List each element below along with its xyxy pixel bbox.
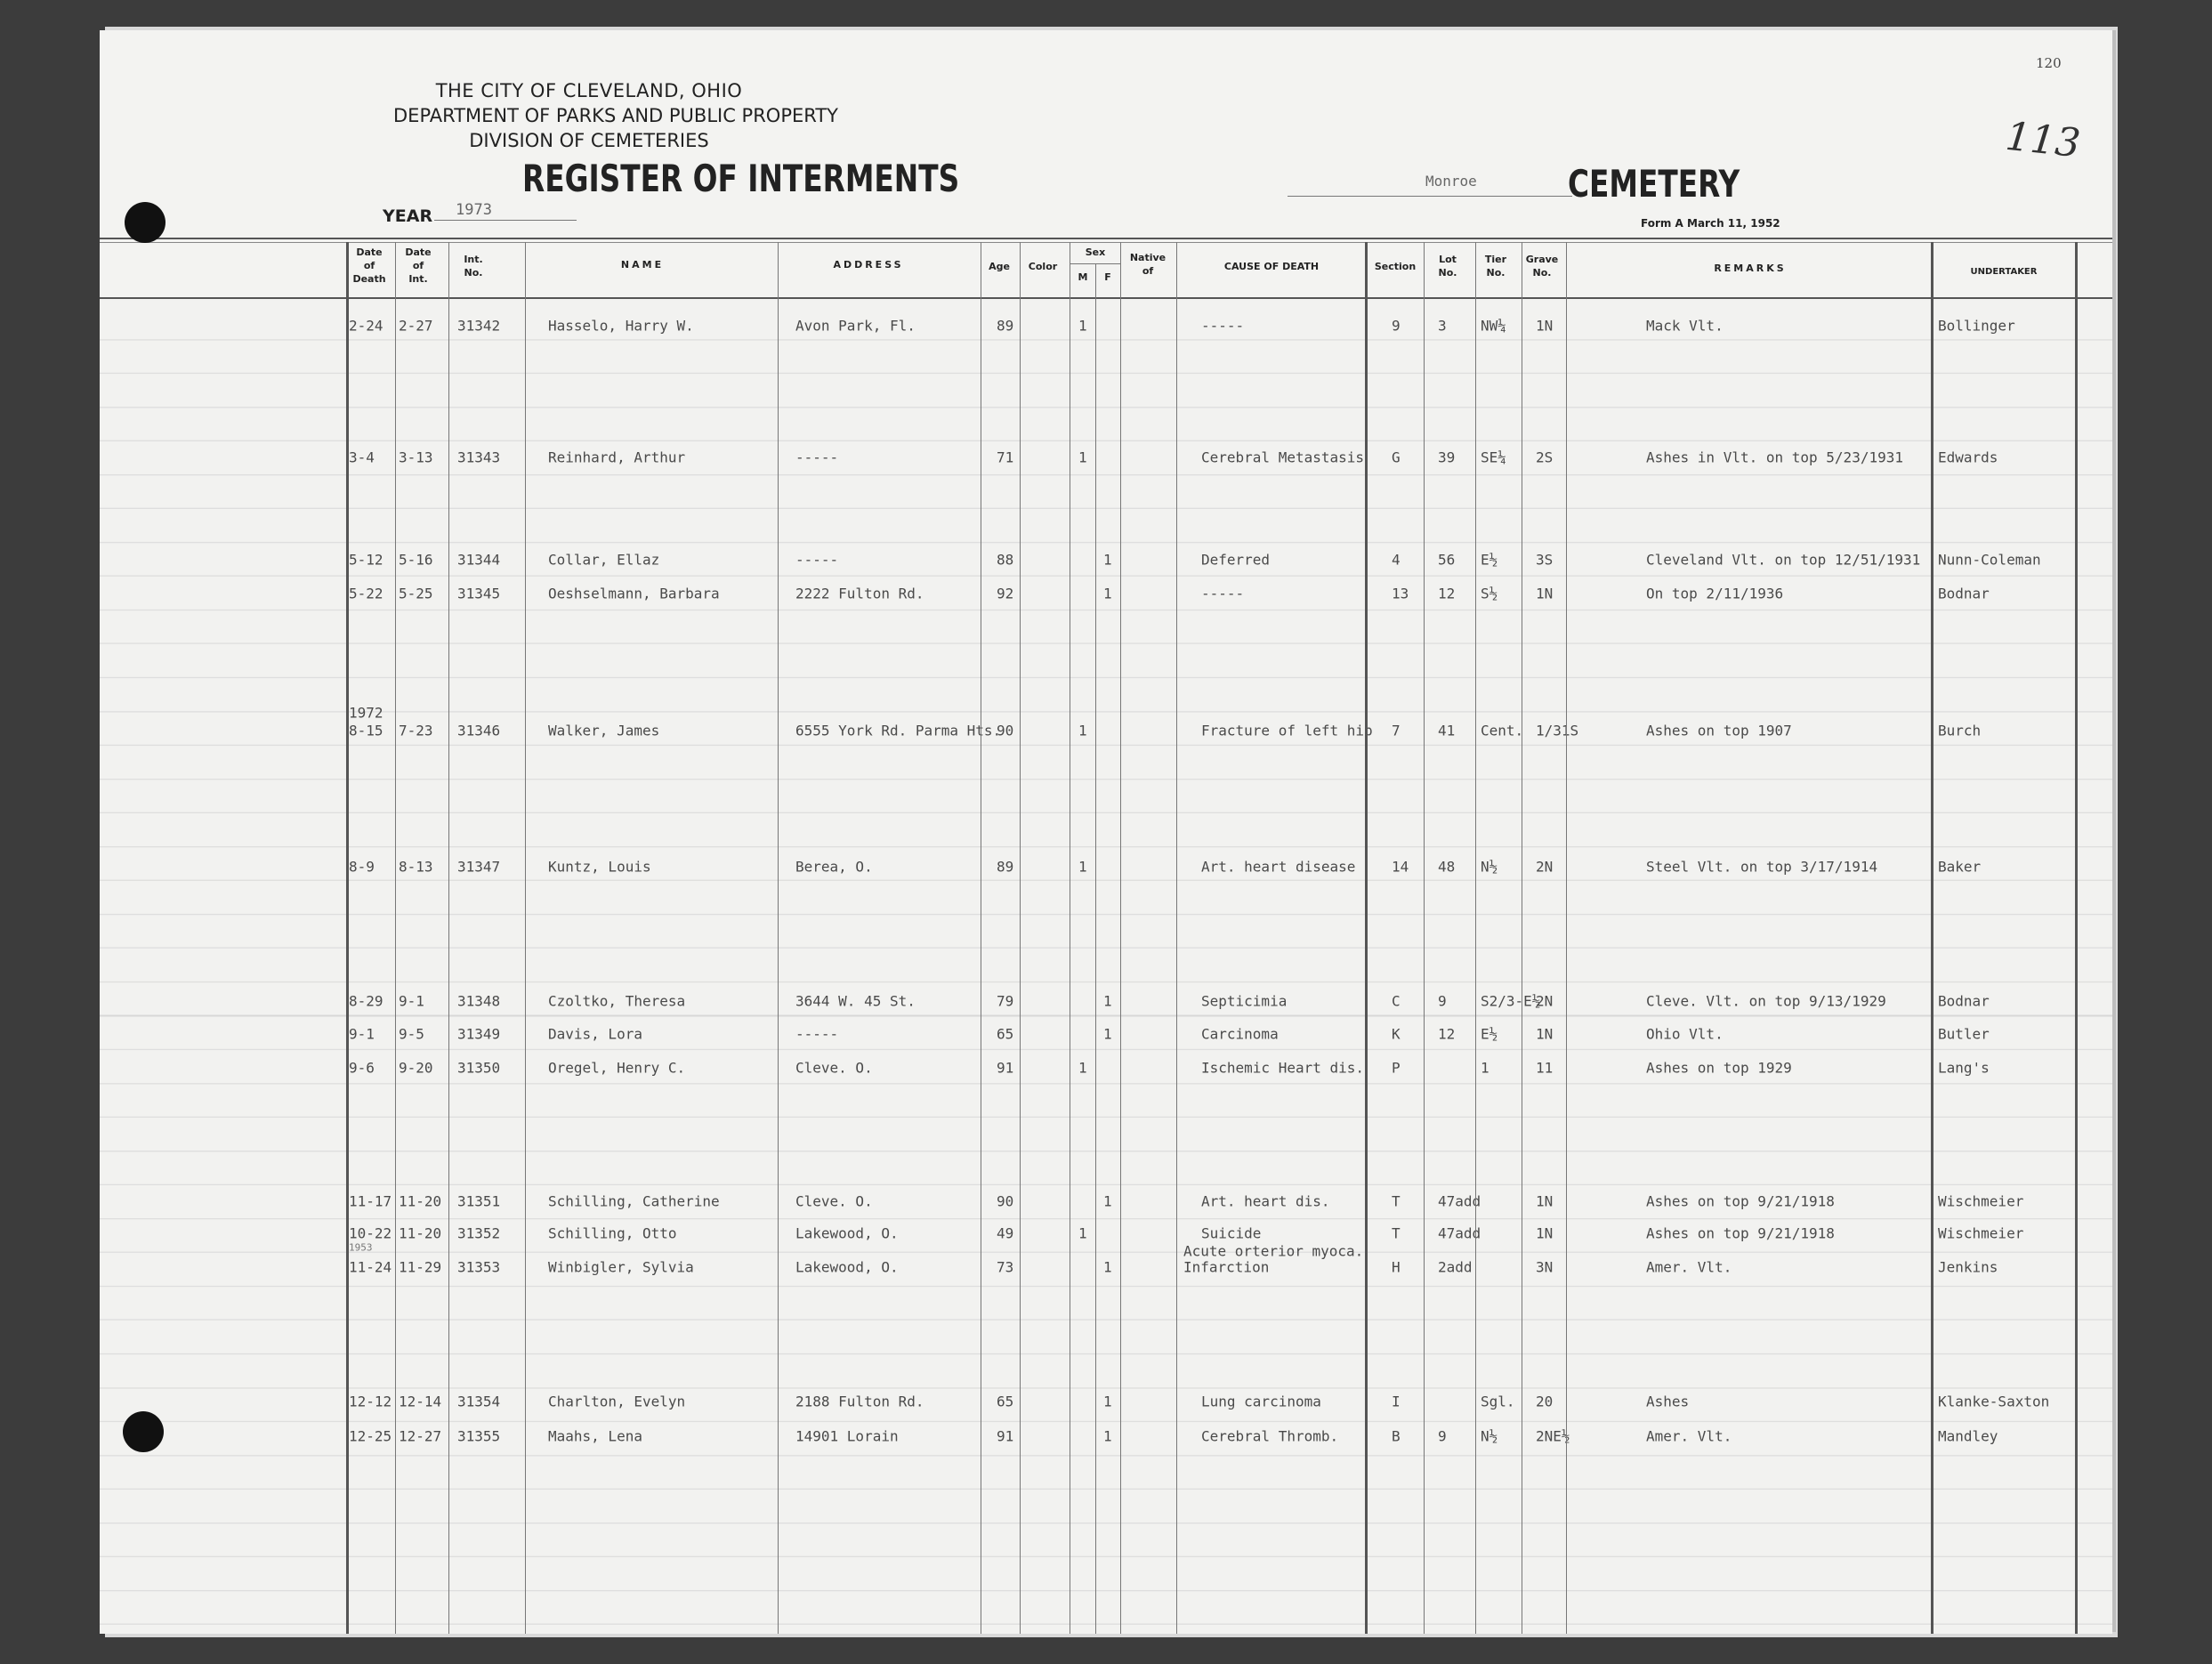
cell-und: Wischmeier (1938, 1224, 2024, 1242)
table-top-rule (100, 238, 2112, 239)
cell-und: Mandley (1938, 1427, 1998, 1445)
cell-addr: 3644 W. 45 St. (795, 992, 916, 1010)
cell-lot: 12 (1438, 585, 1456, 602)
cell-doi: 11-20 (399, 1192, 442, 1210)
cell-addr: ----- (795, 551, 839, 569)
cell-cause: Ischemic Heart dis. (1201, 1059, 1365, 1077)
cell-lot: 2add (1438, 1258, 1473, 1276)
cell-und: Butler (1938, 1025, 1990, 1043)
cell-dod: 9-6 (349, 1059, 375, 1077)
cell-f: 1 (1103, 1427, 1112, 1445)
table-header-rule (100, 297, 2112, 299)
col-int-no: Int. No. (464, 254, 483, 279)
division-heading: DIVISION OF CEMETERIES (469, 130, 709, 151)
cell-doi: 12-14 (399, 1393, 442, 1410)
cell-grave: 1N (1536, 317, 1554, 335)
cell-no: 31347 (457, 858, 501, 876)
cell-sec: T (1392, 1192, 1401, 1210)
cell-m: 1 (1078, 722, 1087, 739)
column-rule (1020, 242, 1021, 1634)
column-rule (778, 242, 779, 1634)
cell-dod: 2-24 (349, 317, 383, 335)
cell-und: Lang's (1938, 1059, 1990, 1077)
cell-rem: Amer. Vlt. (1646, 1258, 1732, 1276)
column-rule (1176, 242, 1177, 1634)
city-heading: THE CITY OF CLEVELAND, OHIO (435, 80, 743, 101)
cell-age: 71 (997, 448, 1014, 466)
cell-grave: 1N (1536, 585, 1554, 602)
cell-und: Bodnar (1938, 992, 1990, 1010)
cell-no: 31344 (457, 551, 501, 569)
column-rule (1365, 242, 1368, 1634)
cell-f: 1 (1103, 585, 1112, 602)
cell-name: Charlton, Evelyn (548, 1393, 686, 1410)
cell-lot: 56 (1438, 551, 1456, 569)
cell-dod: 8-15 (349, 722, 383, 739)
cell-age: 91 (997, 1427, 1014, 1445)
cell-tier: E½ (1481, 1025, 1498, 1043)
cell-dod: 10-22 (349, 1224, 392, 1242)
cell-grave: 20 (1536, 1393, 1554, 1410)
col-section: Section (1374, 261, 1417, 272)
cell-no: 31348 (457, 992, 501, 1010)
binder-hole-bottom (123, 1411, 164, 1452)
cell-no: 31342 (457, 317, 501, 335)
cell-addr: 14901 Lorain (795, 1427, 899, 1445)
column-rule (346, 242, 349, 1634)
col-native-of: Native of (1129, 252, 1167, 277)
cell-addr: ----- (795, 448, 839, 466)
cell-age: 90 (997, 1192, 1014, 1210)
cell-f: 1 (1103, 1258, 1112, 1276)
col-sex: Sex (1085, 246, 1106, 258)
cell-m: 1 (1078, 448, 1087, 466)
cell-addr: 2222 Fulton Rd. (795, 585, 924, 602)
cell-doi: 5-16 (399, 551, 433, 569)
cell-no: 31345 (457, 585, 501, 602)
column-rule (2075, 242, 2078, 1634)
cell-age: 92 (997, 585, 1014, 602)
cell-name: Oregel, Henry C. (548, 1059, 686, 1077)
col-address: ADDRESS (833, 259, 904, 271)
cell-name: Kuntz, Louis (548, 858, 651, 876)
col-lot-no: Lot No. (1438, 254, 1457, 279)
cell-m: 1 (1078, 858, 1087, 876)
cell-name: Hasselo, Harry W. (548, 317, 694, 335)
col-remarks: REMARKS (1714, 263, 1787, 274)
cell-tier: NW¼ (1481, 317, 1506, 335)
sex-column-rule (1095, 263, 1096, 1634)
handwritten-number: 113 (2003, 113, 2083, 167)
cell-grave: 2NE½ (1536, 1427, 1570, 1445)
cell-cause: Suicide (1201, 1224, 1262, 1242)
cell-sec: B (1392, 1427, 1401, 1445)
register-sheet (100, 30, 2112, 1634)
cell-grave: 1N (1536, 1192, 1554, 1210)
cell-name: Walker, James (548, 722, 660, 739)
cell-f: 1 (1103, 551, 1112, 569)
column-rule (525, 242, 526, 1634)
cell-addr: Cleve. O. (795, 1059, 873, 1077)
cell-und: Klanke-Saxton (1938, 1393, 2050, 1410)
cell-no: 31355 (457, 1427, 501, 1445)
cell-addr: Avon Park, Fl. (795, 317, 916, 335)
cell-sec: 13 (1392, 585, 1409, 602)
column-rule (1424, 242, 1425, 1634)
cell-name: Schilling, Catherine (548, 1192, 720, 1210)
cell-no: 31349 (457, 1025, 501, 1043)
column-rule (395, 242, 396, 1634)
cell-cause-line-1: Acute orterior myoca. (1183, 1242, 1364, 1260)
cell-age: 89 (997, 317, 1014, 335)
cell-no: 31346 (457, 722, 501, 739)
cell-tier: S½ (1481, 585, 1498, 602)
cell-sec: T (1392, 1224, 1401, 1242)
cell-cause: Art. heart disease (1201, 858, 1356, 876)
cell-dod-year: 1972 (349, 704, 383, 722)
cell-und: Baker (1938, 858, 1982, 876)
cell-name: Winbigler, Sylvia (548, 1258, 694, 1276)
cell-f: 1 (1103, 1192, 1112, 1210)
cell-m: 1 (1078, 317, 1087, 335)
cell-dod: 5-12 (349, 551, 383, 569)
cell-dod: 3-4 (349, 448, 375, 466)
cell-sec: G (1392, 448, 1401, 466)
cell-grave: 11 (1536, 1059, 1554, 1077)
cell-name: Davis, Lora (548, 1025, 642, 1043)
cemetery-label: CEMETERY (1568, 162, 1740, 206)
cell-rem: Cleve. Vlt. on top 9/13/1929 (1646, 992, 1886, 1010)
binder-hole-top (125, 202, 165, 243)
cell-dod: 8-9 (349, 858, 375, 876)
cell-no: 31350 (457, 1059, 501, 1077)
cell-doi: 5-25 (399, 585, 433, 602)
col-name: NAME (620, 259, 665, 271)
year-label: YEAR (383, 206, 433, 226)
cell-rem: Ashes in Vlt. on top 5/23/1931 (1646, 448, 1903, 466)
year-line (434, 220, 577, 221)
cell-und: Wischmeier (1938, 1192, 2024, 1210)
cell-grave: 1N (1536, 1025, 1554, 1043)
column-rule (1475, 242, 1476, 1634)
cell-und: Bollinger (1938, 317, 2015, 335)
cell-sec: 9 (1392, 317, 1401, 335)
cell-no: 31352 (457, 1224, 501, 1242)
cell-rem: Cleveland Vlt. on top 12/51/1931 (1646, 551, 1921, 569)
cell-name: Maahs, Lena (548, 1427, 642, 1445)
cell-sec: 7 (1392, 722, 1401, 739)
page-number: 120 (2036, 55, 2062, 71)
cell-f: 1 (1103, 1393, 1112, 1410)
cell-dod: 12-25 (349, 1427, 392, 1445)
cell-age: 49 (997, 1224, 1014, 1242)
department-heading: DEPARTMENT OF PARKS AND PUBLIC PROPERTY (393, 105, 838, 126)
cell-dod: 5-22 (349, 585, 383, 602)
cell-lot: 39 (1438, 448, 1456, 466)
cell-age: 73 (997, 1258, 1014, 1276)
cell-age: 88 (997, 551, 1014, 569)
cell-no: 31354 (457, 1393, 501, 1410)
col-date-of-int: Date of Int. (405, 246, 432, 285)
cell-addr: 6555 York Rd. Parma Hts. (795, 722, 1002, 739)
cell-addr: 2188 Fulton Rd. (795, 1393, 924, 1410)
cemetery-name-line (1288, 196, 1572, 197)
cell-dod: 8-29 (349, 992, 383, 1010)
cell-doi: 9-20 (399, 1059, 433, 1077)
cell-dod: 11-17 (349, 1192, 392, 1210)
cell-sec: H (1392, 1258, 1401, 1276)
column-rule (448, 242, 449, 1634)
cell-und: Edwards (1938, 448, 1998, 466)
cell-doi: 11-20 (399, 1224, 442, 1242)
cell-cause: Cerebral Metastasis (1201, 448, 1365, 466)
column-rule (1120, 242, 1121, 1634)
cell-und: Burch (1938, 722, 1982, 739)
cell-sec: P (1392, 1059, 1401, 1077)
col-sex-f: F (1104, 271, 1111, 283)
cell-age: 65 (997, 1025, 1014, 1043)
cell-name: Schilling, Otto (548, 1224, 677, 1242)
col-tier-no: Tier No. (1484, 254, 1507, 279)
col-date-of-death: Date of Death (352, 246, 386, 285)
cell-rem: Ashes (1646, 1393, 1690, 1410)
cell-grave: 2S (1536, 448, 1554, 466)
cell-und: Jenkins (1938, 1258, 1998, 1276)
col-undertaker: UNDERTAKER (1970, 267, 2038, 277)
cell-name: Collar, Ellaz (548, 551, 660, 569)
cell-tier: Cent. (1481, 722, 1524, 739)
cell-sec: C (1392, 992, 1401, 1010)
cell-addr: Cleve. O. (795, 1192, 873, 1210)
cell-und: Nunn-Coleman (1938, 551, 2041, 569)
cell-rem: Ohio Vlt. (1646, 1025, 1724, 1043)
cell-lot: 3 (1438, 317, 1447, 335)
column-rule (1566, 242, 1567, 1634)
cell-f: 1 (1103, 992, 1112, 1010)
cell-cause: Fracture of left hip (1201, 722, 1373, 739)
cell-rem: Mack Vlt. (1646, 317, 1724, 335)
cell-grave: 1N (1536, 1224, 1554, 1242)
cell-doi: 9-5 (399, 1025, 424, 1043)
cemetery-name: Monroe (1425, 173, 1477, 190)
cell-doi: 11-29 (399, 1258, 442, 1276)
cell-sec: 4 (1392, 551, 1401, 569)
cell-rem: Ashes on top 9/21/1918 (1646, 1192, 1835, 1210)
cell-dod: 12-12 (349, 1393, 392, 1410)
cell-grave: 1/31S (1536, 722, 1579, 739)
cell-name: Reinhard, Arthur (548, 448, 686, 466)
cell-tier: E½ (1481, 551, 1498, 569)
cell-addr: Berea, O. (795, 858, 873, 876)
table-top-rule-2 (100, 242, 2112, 243)
cell-age: 65 (997, 1393, 1014, 1410)
cell-tier: S2/3-E½ (1481, 992, 1541, 1010)
cell-addr: Lakewood, O. (795, 1258, 899, 1276)
cell-lot: 47add (1438, 1192, 1481, 1210)
cell-lot: 9 (1438, 992, 1447, 1010)
cell-tier: Sgl. (1481, 1393, 1515, 1410)
cell-m: 1 (1078, 1059, 1087, 1077)
cell-cause: Cerebral Thromb. (1201, 1427, 1339, 1445)
cell-dod-year: 1953 (349, 1241, 373, 1254)
cell-cause: ----- (1201, 585, 1245, 602)
cell-age: 90 (997, 722, 1014, 739)
cell-sec: K (1392, 1025, 1401, 1043)
cell-doi: 12-27 (399, 1427, 442, 1445)
cell-addr: ----- (795, 1025, 839, 1043)
col-age: Age (989, 261, 1010, 272)
cell-doi: 3-13 (399, 448, 433, 466)
cell-lot: 12 (1438, 1025, 1456, 1043)
cell-cause: Infarction (1183, 1258, 1270, 1276)
cell-cause: ----- (1201, 317, 1245, 335)
cell-dod: 11-24 (349, 1258, 392, 1276)
cell-lot: 41 (1438, 722, 1456, 739)
cell-rem: On top 2/11/1936 (1646, 585, 1784, 602)
col-grave-no: Grave No. (1525, 254, 1559, 279)
cell-age: 89 (997, 858, 1014, 876)
cell-doi: 7-23 (399, 722, 433, 739)
cell-grave: 3S (1536, 551, 1554, 569)
cell-rem: Ashes on top 1929 (1646, 1059, 1792, 1077)
cell-cause: Carcinoma (1201, 1025, 1279, 1043)
cell-f: 1 (1103, 1025, 1112, 1043)
cell-addr: Lakewood, O. (795, 1224, 899, 1242)
cell-grave: 2N (1536, 992, 1554, 1010)
cell-rem: Ashes on top 1907 (1646, 722, 1792, 739)
cell-tier: 1 (1481, 1059, 1489, 1077)
cell-no: 31353 (457, 1258, 501, 1276)
cell-tier: N½ (1481, 858, 1498, 876)
cell-cause: Art. heart dis. (1201, 1192, 1330, 1210)
cell-name: Czoltko, Theresa (548, 992, 686, 1010)
cell-doi: 9-1 (399, 992, 424, 1010)
cell-sec: I (1392, 1393, 1401, 1410)
cell-name: Oeshselmann, Barbara (548, 585, 720, 602)
cell-grave: 2N (1536, 858, 1554, 876)
cell-no: 31343 (457, 448, 501, 466)
year-value: 1973 (456, 201, 492, 219)
cell-tier: N½ (1481, 1427, 1498, 1445)
cell-grave: 3N (1536, 1258, 1554, 1276)
cell-lot: 47add (1438, 1224, 1481, 1242)
cell-rem: Ashes on top 9/21/1918 (1646, 1224, 1835, 1242)
cell-rem: Steel Vlt. on top 3/17/1914 (1646, 858, 1878, 876)
cell-dod: 9-1 (349, 1025, 375, 1043)
cell-rem: Amer. Vlt. (1646, 1427, 1732, 1445)
cell-doi: 8-13 (399, 858, 433, 876)
form-label: Form A March 11, 1952 (1641, 217, 1780, 230)
cell-tier: SE¼ (1481, 448, 1506, 466)
cell-cause: Septicimia (1201, 992, 1288, 1010)
cell-age: 91 (997, 1059, 1014, 1077)
cell-und: Bodnar (1938, 585, 1990, 602)
col-color: Color (1028, 261, 1058, 272)
cell-sec: 14 (1392, 858, 1409, 876)
register-title: REGISTER OF INTERMENTS (522, 157, 960, 200)
cell-no: 31351 (457, 1192, 501, 1210)
cell-cause: Deferred (1201, 551, 1271, 569)
cell-doi: 2-27 (399, 317, 433, 335)
col-cause-of-death: CAUSE OF DEATH (1223, 261, 1320, 272)
cell-cause: Lung carcinoma (1201, 1393, 1321, 1410)
col-sex-m: M (1078, 271, 1088, 283)
column-rule (1931, 242, 1933, 1634)
cell-lot: 48 (1438, 858, 1456, 876)
cell-m: 1 (1078, 1224, 1087, 1242)
cell-lot: 9 (1438, 1427, 1447, 1445)
cell-age: 79 (997, 992, 1014, 1010)
